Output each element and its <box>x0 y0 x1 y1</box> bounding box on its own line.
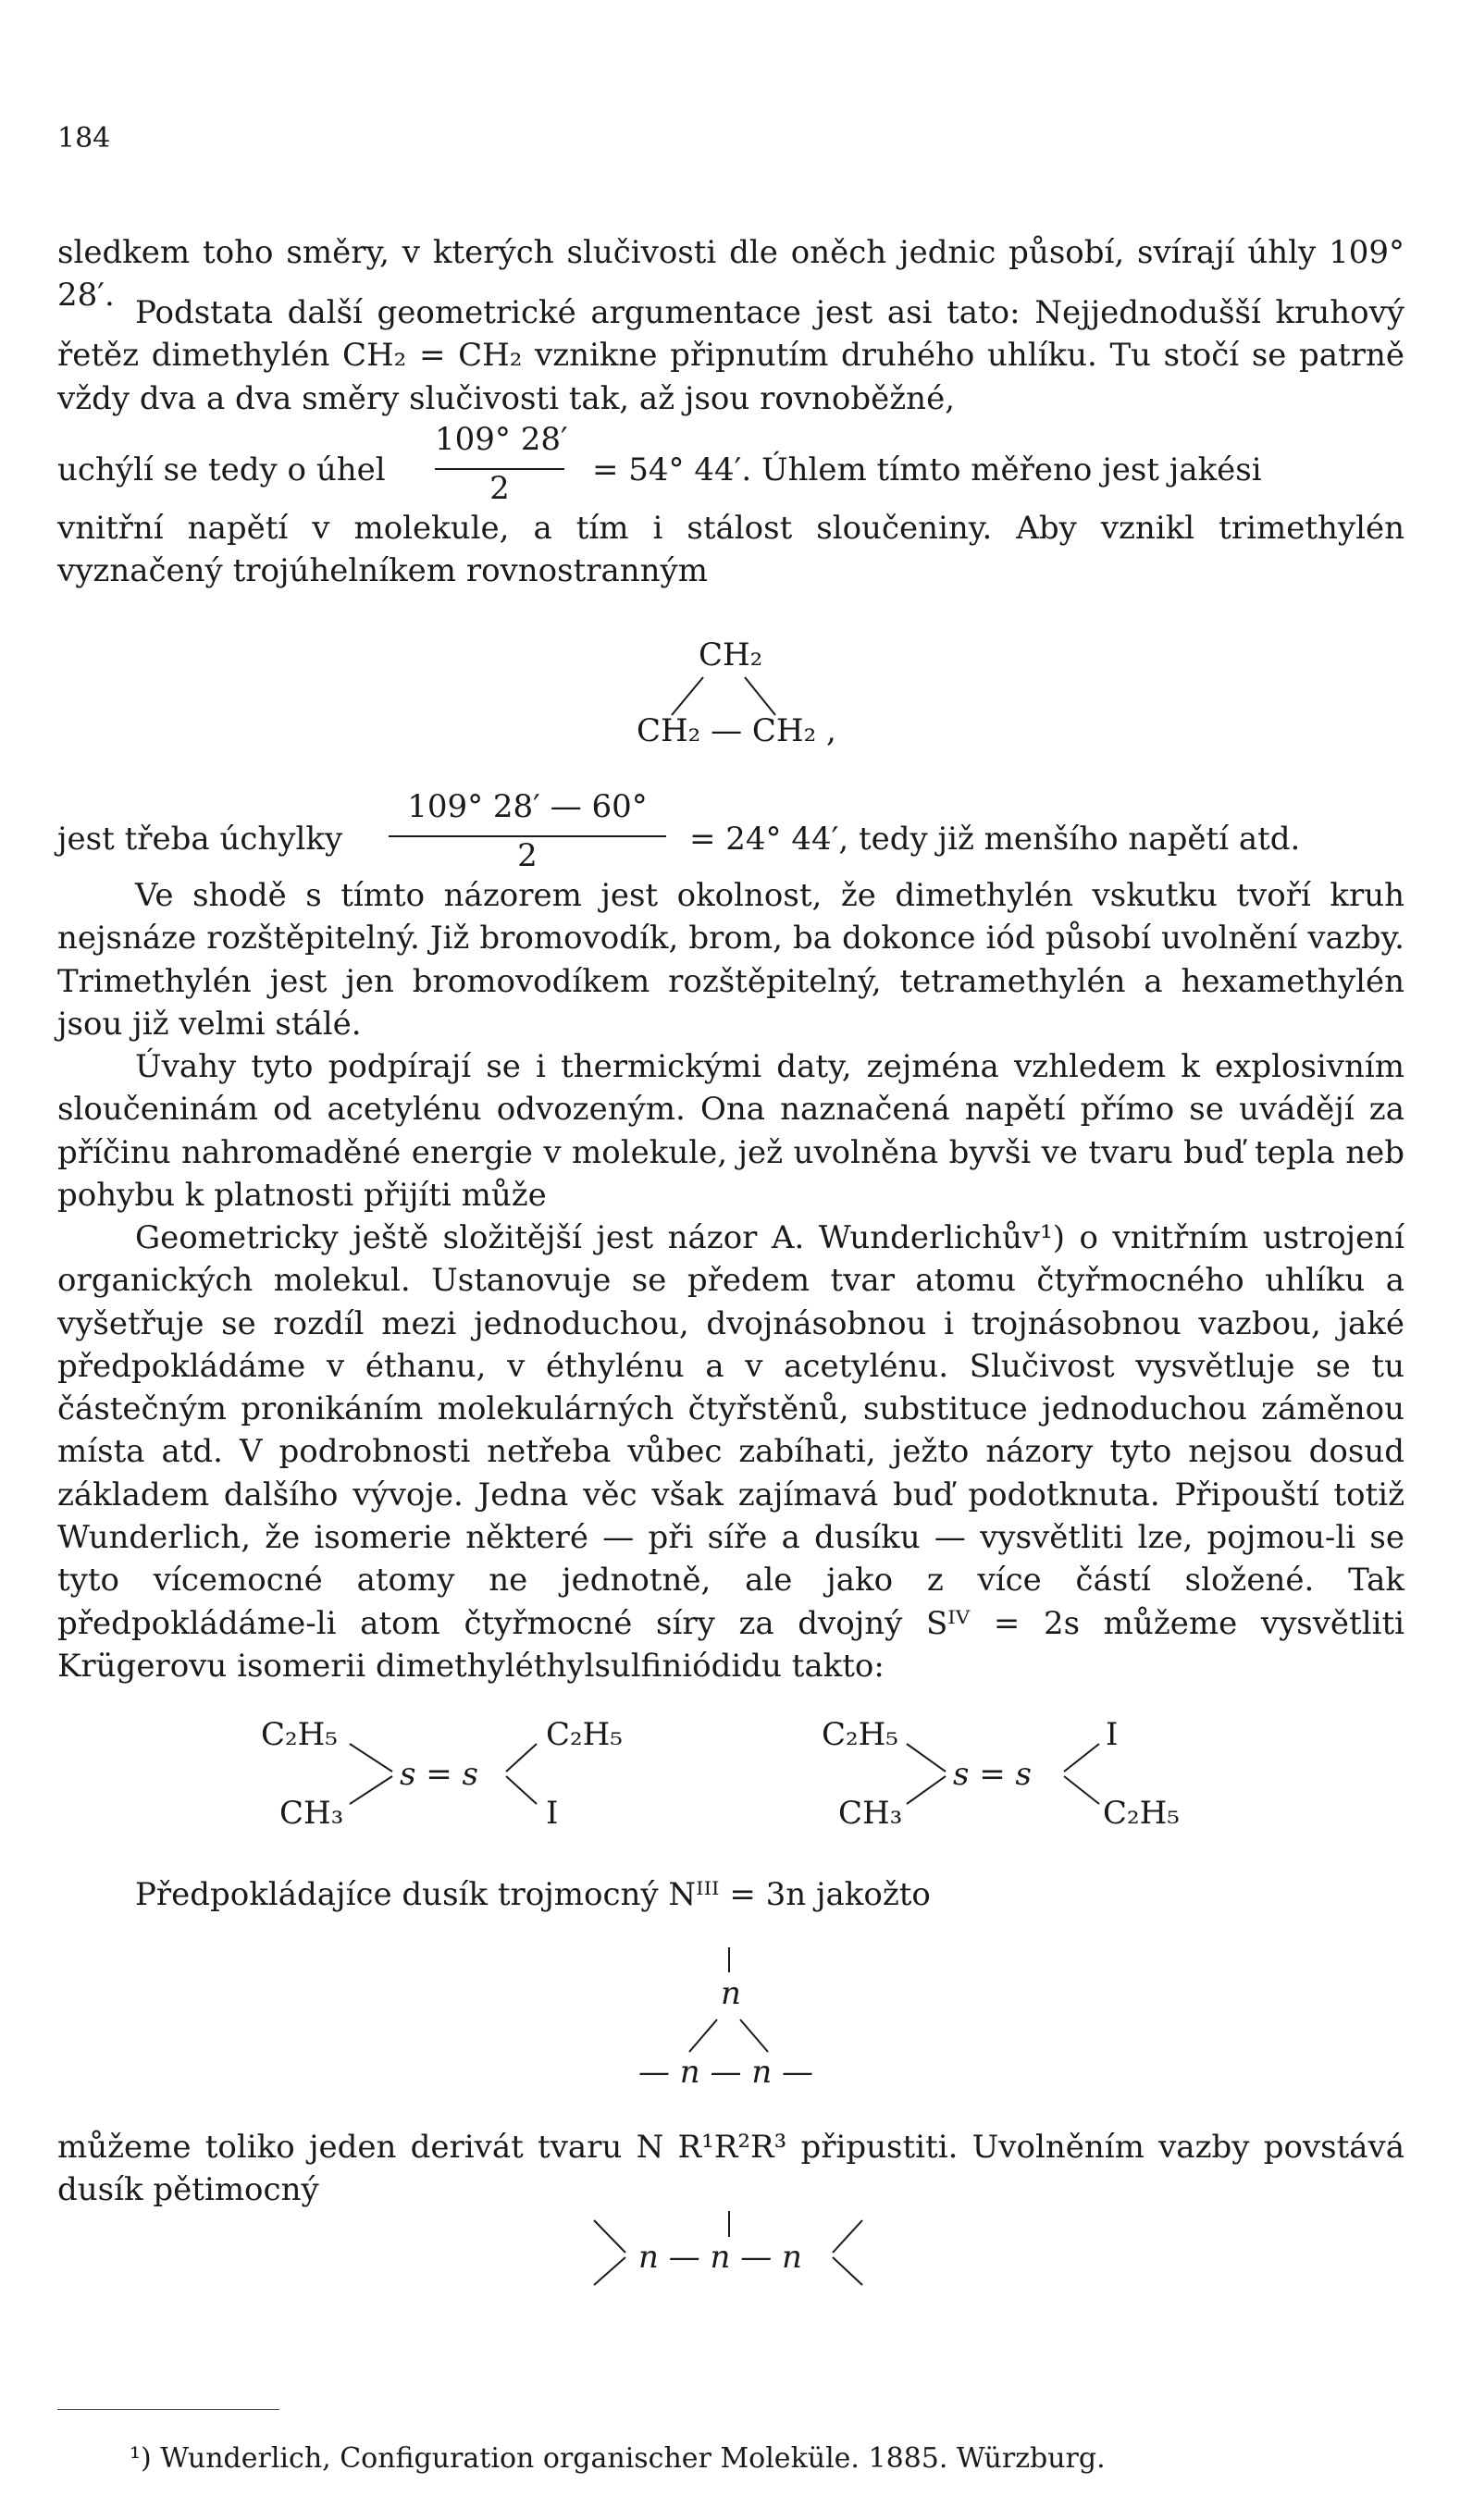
formula-2-bottom-left: CH₃ <box>838 1795 903 1832</box>
paragraph-2: Podstata další geometrické argumentace jest asi tato: Nejjednodušší kruhový řetěz dimethylén CH₂ = CH₂ vznikne připnutím druhého uhlíku. Tu stočí se patrně vždy dva a dva směry slučivosti tak, až jsou rovnoběžné, <box>57 294 1404 417</box>
paragraph-1: sledkem toho směry, v kterých slučivosti dle oněch jednic působí, svírají úhly 109° 28′. <box>57 234 1404 315</box>
trimethylene-top-group: CH₂ <box>699 636 763 673</box>
equation-2-prefix: jest třeba úchylky <box>57 821 343 858</box>
formula-1-bottom-right: I <box>546 1795 559 1832</box>
nitrogen-3-top-atom: n <box>721 1975 741 2012</box>
equation-2-suffix: = 24° 44′, tedy již menšího napětí atd. <box>689 821 1301 858</box>
page-number: 184 <box>57 122 111 154</box>
formula-2-core: s = s <box>953 1756 1032 1793</box>
paragraph-7: Předpokládajíce dusík trojmocný Nᴵᴵᴵ = 3n jakožto <box>135 1876 931 1913</box>
formula-2-top-left: C₂H₅ <box>822 1716 898 1753</box>
nitrogen-3-bottom-chain: — n — n — <box>638 2054 814 2091</box>
equation-1-numerator: 109° 28′ <box>435 421 568 458</box>
formula-1-bottom-left: CH₃ <box>279 1795 344 1832</box>
equation-2-numerator: 109° 28′ — 60° <box>407 788 648 825</box>
nitrogen-5-chain: n — n — n <box>638 2239 802 2276</box>
trimethylene-bottom-groups: CH₂ — CH₂ , <box>637 712 836 749</box>
paragraph-3: vnitřní napětí v molekule, a tím i stálost sloučeniny. Aby vznikl trimethylén vyznačený trojúhelníkem rovnostranným <box>57 510 1404 590</box>
formula-1-core: s = s <box>400 1756 478 1793</box>
equation-1-prefix: uchýlí se tedy o úhel <box>57 451 386 488</box>
equation-1-suffix: = 54° 44′. Úhlem tímto měřeno jest jakési <box>592 451 1262 488</box>
paragraph-4: Ve shodě s tímto názorem jest okolnost, že dimethylén vskutku tvoří kruh nejsnáze rozštěpitelný. Již bromovodík, brom, ba dokonce iód působí uvolnění vazby. Trimethylén jest jen bromovodíkem rozštěpitelný, tetramethylén a hexamethylén jsou již velmi stálé. <box>57 877 1404 1043</box>
formula-2-bottom-right: C₂H₅ <box>1103 1795 1180 1832</box>
equation-1-denominator: 2 <box>489 470 510 507</box>
footnote: ¹) Wunderlich, Configuration organischer Moleküle. 1885. Würzburg. <box>130 2442 1106 2475</box>
paragraph-6: Geometricky ještě složitější jest názor A. Wunderlichův¹) o vnitřním ustrojení organických molekul. Ustanovuje se předem tvar atomu čtyřmocného uhlíku a vyšetřuje se rozdíl mezi jednoduchou, dvojnásobnou i trojnásobnou vazbou, jaké předpokládáme v éthanu, v éthylénu a v acetylénu. Slučivost vysvětluje se tu částečným pronikáním molekulárných čtyřstěnů, substituce jednoduchou záměnou místa atd. V podrobnosti netřeba vůbec zabíhati, ježto názory tyto nejsou dosud základem dalšího vývoje. Jedna věc však zajímavá buď podotknuta. Připouští totiž Wunderlich, že isomerie některé — při síře a dusíku — vysvětliti lze, pojmou-li se tyto vícemocné atomy ne jednotně, ale jako z více částí složené. Tak předpokládáme-li atom čtyřmocné síry za dvojný Sᴵⱽ = 2s můžeme vysvětliti Krügerovu isomerii dimethyléthylsulfiniódidu takto: <box>57 1219 1404 1685</box>
equation-2-denominator: 2 <box>517 837 538 874</box>
paragraph-8: můžeme toliko jeden derivát tvaru N R¹R²R³ připustiti. Uvolněním vazby povstává dusík pětimocný <box>57 2129 1404 2209</box>
formula-2-top-right: I <box>1106 1716 1119 1753</box>
paragraph-5: Úvahy tyto podpírají se i thermickými daty, zejména vzhledem k explosivním sloučeninám od acetylénu odvozeným. Ona naznačená napětí přímo se uvádějí za příčinu nahromaděné energie v molekule, jež uvolněna byvši ve tvaru buď tepla neb pohybu k platnosti přijíti může <box>57 1048 1404 1214</box>
formula-1-top-left: C₂H₅ <box>261 1716 338 1753</box>
footnote-rule <box>57 2409 279 2410</box>
formula-1-top-right: C₂H₅ <box>546 1716 623 1753</box>
